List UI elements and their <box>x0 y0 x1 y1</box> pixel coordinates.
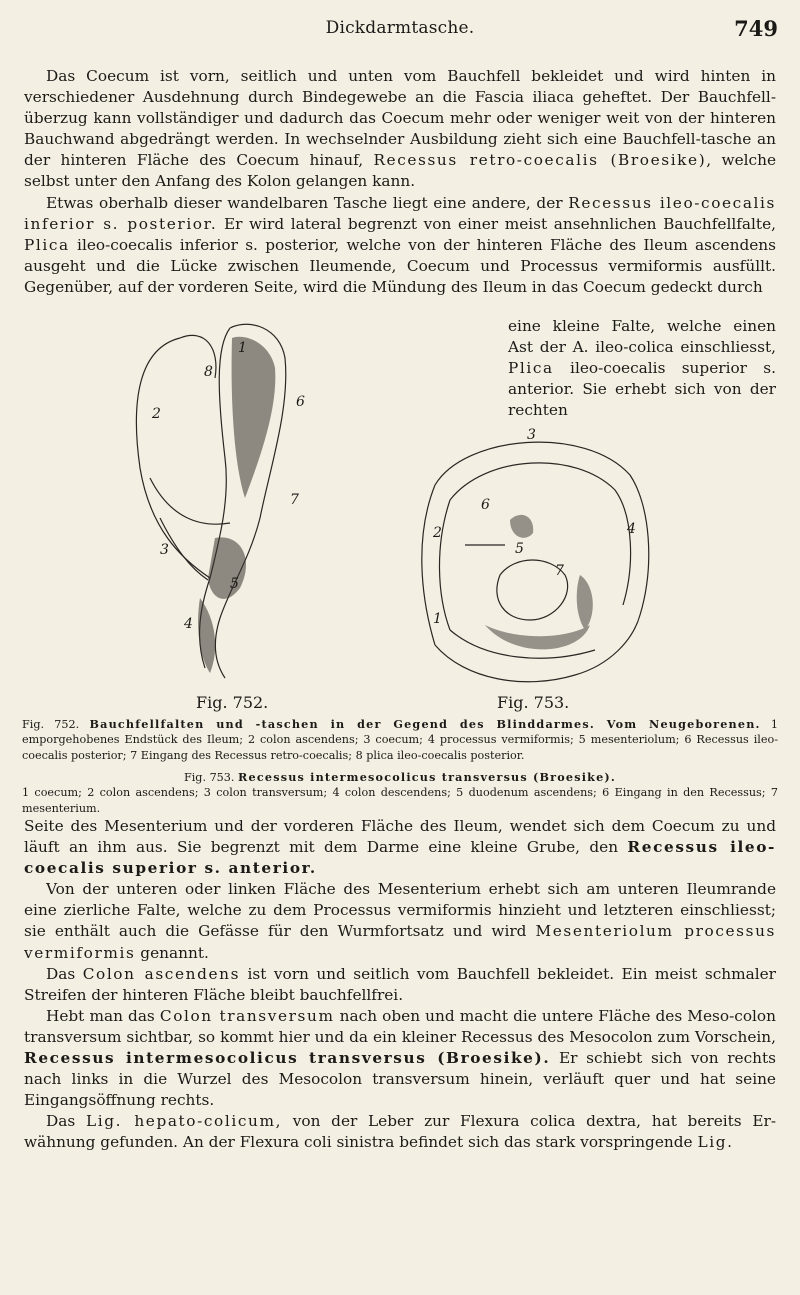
paragraph-colon-ascendens: Das Colon ascendens ist vorn und seitlich vom Bauchfell bekleidet. Ein meist schmaler Streifen der hinteren Fläche bleibt bauchfellfrei. <box>24 964 776 1004</box>
paragraph-lig-hepato-colicum: Das Lig. hepato-colicum, von der Leber zur Flexura colica dextra, hat bereits Er-wähnung gefunden. An der Flexura coli sinistra befindet sich das stark vorspringende Lig. <box>24 1112 776 1152</box>
text-block-bottom <box>24 816 776 1154</box>
paragraph-mesenteriolum: Von der unteren oder linken Fläche des Mesenterium erhebt sich am unteren Ileumrande eine zierliche Falte, welche zu dem Processus vermiformis hinzieht und letzteren einschliesst; sie enthält auch die Gefässe für den Wurmfortsatz und wird Mesenteriolum processus vermiformis genannt. <box>24 880 776 962</box>
text-block-top <box>24 66 776 298</box>
figure-753-label: Fig. 753. <box>497 693 570 712</box>
figure-753-illustration <box>405 425 660 693</box>
figure-752-caption-title: Bauchfellfalten und -taschen in der Gegend des Blinddarmes. Vom Neugeborenen. <box>89 717 761 731</box>
paragraph-plica-superior: eine kleine Falte, welche einen Ast der A. ileo-colica einschliesst, Plica ileo-coecalis superior s. anterior. Sie erhebt sich von der rechten <box>508 317 776 420</box>
figure-753-caption-title: Recessus intermesocolicus transversus (Broesike). <box>238 770 617 784</box>
page-number: 749 <box>734 16 778 41</box>
fig753-label-7: 7 <box>555 563 564 579</box>
page-header <box>0 12 800 52</box>
figure-752-drawing <box>120 318 330 690</box>
term-plica: Plica <box>24 235 70 254</box>
fig753-label-2: 2 <box>433 525 442 541</box>
running-head: Dickdarmtasche. <box>325 18 475 38</box>
fig753-label-1: 1 <box>433 611 442 627</box>
fig753-label-4: 4 <box>627 521 636 537</box>
fig753-label-5: 5 <box>515 541 524 557</box>
paragraph-recessus-ileo-coecalis-inferior: Etwas oberhalb dieser wandelbaren Tasche liegt eine andere, der Recessus ileo-coecalis inferior s. posterior. Er wird lateral begrenzt von einer meist ansehnlichen Bauchfellfalte, Plica ileo-coecalis inferior s. posterior, welche von der hinteren Fläche des Ileum ascendens ausgeht und die Lücke zwischen Ileumende, Coecum und Processus vermiformis ausfüllt. Gegenüber, auf der vorderen Seite, wird die Mündung des Ileum in das Coecum gedeckt durch <box>24 193 776 296</box>
term-lig-hepato-colicum: Lig. hepato-colicum, <box>85 1112 283 1131</box>
figure-752-caption-label: Fig. 752. <box>22 718 80 731</box>
figure-753-drawing <box>405 425 660 693</box>
fig752-label-7: 7 <box>290 492 299 508</box>
figure-753-caption-items: 1 coecum; 2 colon ascendens; 3 colon transversum; 4 colon descendens; 5 duodenum ascendens; 6 Eingang in den Recessus; 7 mesenterium. <box>22 786 778 815</box>
paragraph-coecum: Das Coecum ist vorn, seitlich und unten vom Bauchfell bekleidet und wird hinten in verschiedener Ausdehnung durch Bindegewebe an die Fascia iliaca geheftet. Der Bauchfell-überzug kann vollständiger und dadurch das Coecum mehr oder weniger weit von der hinteren Bauchwand abgedrängt werden. In wechselnder Ausbildung zieht sich eine Bauchfell-tasche an der hinteren Fläche des Coecum hinauf, Recessus retro-coecalis (Broesike), welche selbst unter den Anfang des Kolon gelangen kann. <box>24 67 776 191</box>
term-plica-superior: Plica <box>508 359 554 378</box>
figure-752-caption <box>22 717 778 763</box>
term-mesenteriolum: Mesenteriolum processus vermiformis <box>24 922 776 962</box>
fig752-label-2: 2 <box>152 406 161 422</box>
figure-752-label: Fig. 752. <box>196 693 269 712</box>
fig752-label-4: 4 <box>184 616 193 632</box>
term-recessus-ileo-coecalis-superior: Recessus ileo-coecalis superior s. anterior. <box>24 838 776 878</box>
fig752-label-8: 8 <box>204 364 213 380</box>
term-recessus-intermesocolicus: Recessus intermesocolicus transversus (Broesike). <box>24 1049 551 1068</box>
fig753-label-6: 6 <box>481 497 490 513</box>
term-lig: Lig. <box>697 1133 734 1152</box>
term-recessus-ileo-coecalis-inferior: Recessus ileo-coecalis inferior s. posterior. <box>24 193 776 233</box>
fig752-label-1: 1 <box>238 340 247 356</box>
fig752-label-6: 6 <box>296 394 305 410</box>
fig752-label-5: 5 <box>230 576 239 592</box>
paragraph-colon-transversum: Hebt man das Colon transversum nach oben und macht die untere Fläche des Meso-colon transversum sichtbar, so kommt hier und da ein kleiner Recessus des Mesocolon zum Vorschein, Recessus intermesocolicus transversus (Broesike). Er schiebt sich von rechts nach links in die Wurzel des Mesocolon transversum hinein, verläuft quer und hat seine Eingangsöffnung rechts. <box>24 1006 777 1110</box>
term-recessus-retro-coecalis: Recessus retro-coecalis (Broesike) <box>373 151 707 170</box>
figure-753-caption-label: Fig. 753. <box>183 771 235 784</box>
paragraph-recessus-ileo-coecalis-superior: Seite des Mesenterium und der vorderen Fläche des Ileum, wendet sich dem Coecum zu und läuft an ihm aus. Sie begrenzt mit dem Darme eine kleine Grube, den Recessus ileo-coecalis superior s. anterior. <box>24 817 776 878</box>
term-colon-ascendens: Colon ascendens <box>82 964 241 983</box>
figure-752-caption-items: 1 emporgehobenes Endstück des Ileum; 2 colon ascendens; 3 coecum; 4 processus vermiformis; 5 mesenteriolum; 6 Recessus ileo-coecalis posterior; 7 Eingang des Recessus retro-coecalis; 8 plica ileo-coecalis posterior. <box>22 718 779 762</box>
term-colon-transversum: Colon transversum <box>159 1006 335 1025</box>
figure-753-caption <box>22 770 778 816</box>
fig753-label-3: 3 <box>527 427 536 443</box>
fig752-label-3: 3 <box>160 542 169 558</box>
figure-753-caption-heading <box>22 770 778 785</box>
figure-752-illustration <box>120 318 330 690</box>
text-block-side <box>508 316 776 421</box>
